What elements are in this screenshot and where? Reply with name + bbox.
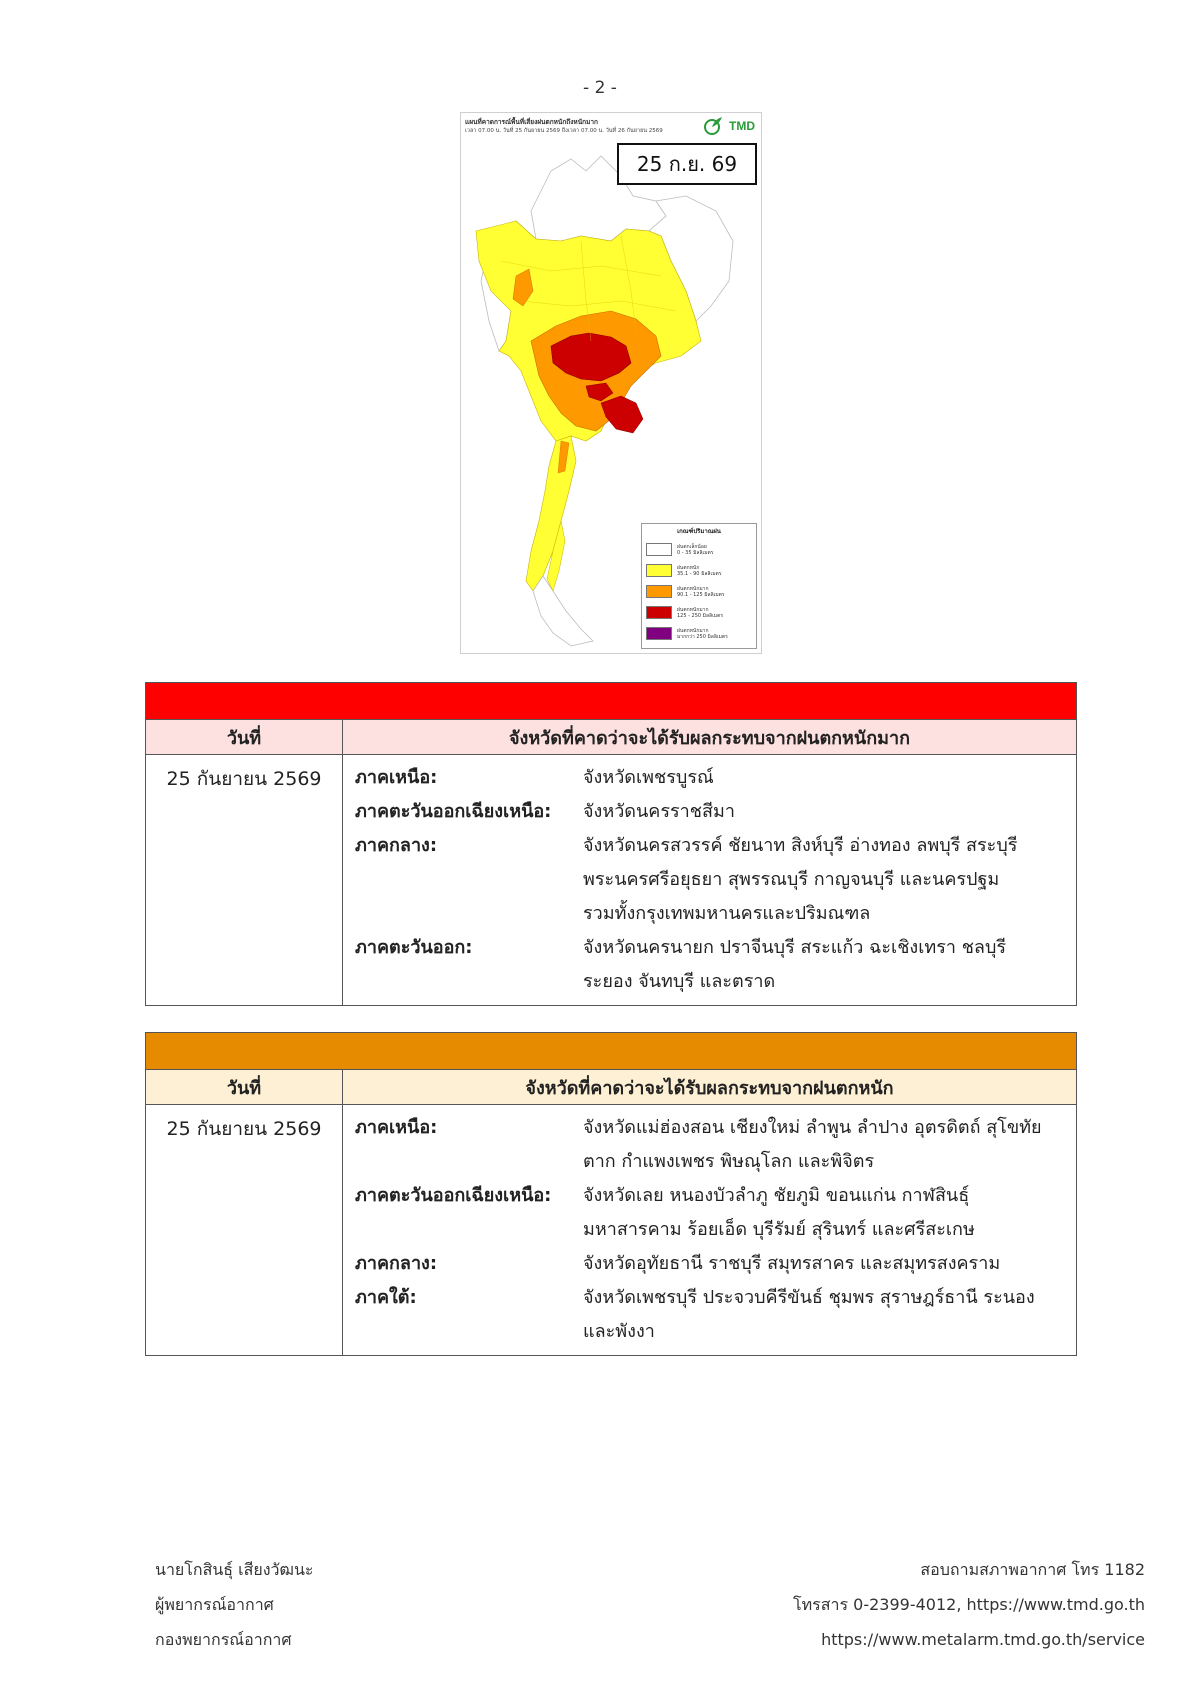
region-row-north [355, 1111, 1076, 1179]
provinces-column-header: จังหวัดที่คาดว่าจะได้รับผลกระทบจากฝนตกหนัก [525, 1077, 894, 1099]
contact-fax-website[interactable]: โทรสาร 0-2399-4012, https://www.tmd.go.th [793, 1595, 1145, 1614]
region-name: ภาคเหนือ: [355, 1117, 438, 1138]
region-name: ภาคกลาง: [355, 1253, 438, 1274]
table-row [146, 1105, 1076, 1355]
footer-contact [793, 1552, 1145, 1657]
table-header-row [146, 720, 1076, 755]
region-list [343, 755, 1076, 1005]
legend-item [646, 623, 752, 644]
table-header-row [146, 1070, 1076, 1105]
legend-item [646, 602, 752, 623]
map-date-label: 25 ก.ย. 69 [617, 143, 757, 185]
region-name: ภาคเหนือ: [355, 767, 438, 788]
legend-swatch [646, 627, 672, 640]
provinces-column-header: จังหวัดที่คาดว่าจะได้รับผลกระทบจากฝนตกหนักมาก [508, 727, 910, 749]
legend-label: ฝนตกหนักมาก มากกว่า 250 มิลลิเมตร [677, 627, 728, 640]
tmd-emblem-icon [703, 115, 723, 137]
date-cell: 25 กันยายน 2569 [146, 1105, 343, 1355]
region-name: ภาคใต้: [355, 1287, 417, 1308]
legend-title: เกณฑ์ปริมาณฝน [677, 528, 721, 535]
table-banner [146, 683, 1076, 720]
legend-label: ฝนตกหนัก 35.1 - 90 มิลลิเมตร [677, 564, 722, 577]
rain-risk-map [460, 112, 762, 654]
region-row-east [355, 931, 1076, 999]
region-provinces: จังหวัดนครนายก ปราจีนบุรี สระแก้ว ฉะเชิงเทรา ชลบุรี ระยอง จันทบุรี และตราด [583, 937, 1007, 992]
date-cell: 25 กันยายน 2569 [146, 755, 343, 1005]
legend-label: ฝนตกหนักมาก 90.1 - 125 มิลลิเมตร [677, 585, 725, 598]
map-region-south-white [533, 576, 593, 646]
legend-item [646, 560, 752, 581]
legend-swatch [646, 564, 672, 577]
region-list [343, 1105, 1076, 1355]
forecaster-title: ผู้พยากรณ์อากาศ [155, 1595, 274, 1614]
very-heavy-rain-table [145, 682, 1077, 1006]
region-provinces: จังหวัดนครสวรรค์ ชัยนาท สิงห์บุรี อ่างทอง ลพบุรี สระบุรี พระนครศรีอยุธยา สุพรรณบุรี กาญจนบุรี และนครปฐม รวมทั้งกรุงเทพมหานครและปริมณฑล [583, 835, 1018, 924]
region-provinces: จังหวัดเพชรบุรี ประจวบคีรีขันธ์ ชุมพร สุราษฎร์ธานี ระนอง และพังงา [583, 1287, 1035, 1342]
legend-label: ฝนตกหนักมาก 125 - 250 มิลลิเมตร [677, 606, 724, 619]
footer-signature [155, 1552, 314, 1657]
region-row-central [355, 829, 1076, 931]
region-row-central [355, 1247, 1076, 1281]
table-row [146, 755, 1076, 1005]
region-name: ภาคตะวันออกเฉียงเหนือ: [355, 1185, 552, 1206]
table-banner [146, 1033, 1076, 1070]
region-row-south [355, 1281, 1076, 1349]
legend-swatch [646, 543, 672, 556]
region-row-northeast [355, 795, 1076, 829]
legend-item [646, 539, 752, 560]
legend-label: ฝนตกเล็กน้อย 0 - 35 มิลลิเมตร [677, 543, 714, 556]
legend-item [646, 581, 752, 602]
map-logos [703, 115, 755, 137]
heavy-rain-table [145, 1032, 1077, 1356]
map-header [463, 115, 759, 143]
region-row-north [355, 761, 1076, 795]
map-subtitle: เวลา 07.00 น. วันที่ 25 กันยายน 2569 ถึงเวลา 07.00 น. วันที่ 26 กันยายน 2569 [465, 128, 663, 134]
legend-swatch [646, 606, 672, 619]
region-provinces: จังหวัดเพชรบูรณ์ [583, 767, 714, 788]
region-provinces: จังหวัดอุทัยธานี ราชบุรี สมุทรสาคร และสมุทรสงคราม [583, 1253, 1001, 1274]
region-name: ภาคตะวันออกเฉียงเหนือ: [355, 801, 552, 822]
date-column-header: วันที่ [146, 1070, 343, 1104]
region-name: ภาคกลาง: [355, 835, 438, 856]
region-row-northeast [355, 1179, 1076, 1247]
region-provinces: จังหวัดแม่ฮ่องสอน เชียงใหม่ ลำพูน ลำปาง อุตรดิตถ์ สุโขทัย ตาก กำแพงเพชร พิษณุโลก และพิจิตร [583, 1117, 1042, 1172]
map-legend [641, 523, 757, 649]
tmd-logo-text: TMD [729, 119, 755, 133]
date-column-header: วันที่ [146, 720, 343, 754]
region-provinces: จังหวัดเลย หนองบัวลำภู ชัยภูมิ ขอนแก่น กาฬสินธุ์ มหาสารคาม ร้อยเอ็ด บุรีรัมย์ สุรินทร์ และศรีสะเกษ [583, 1185, 975, 1240]
page-number: - 2 - [583, 78, 617, 98]
map-region-red-east [601, 396, 643, 433]
forecaster-name: นายโกสินธุ์ เสียงวัฒนะ [155, 1560, 314, 1579]
legend-swatch [646, 585, 672, 598]
region-name: ภาคตะวันออก: [355, 937, 473, 958]
contact-phone: สอบถามสภาพอากาศ โทร 1182 [920, 1560, 1145, 1579]
region-provinces: จังหวัดนครราชสีมา [583, 801, 735, 822]
contact-metalarm-link[interactable]: https://www.metalarm.tmd.go.th/service [821, 1630, 1145, 1649]
map-title: แผนที่คาดการณ์พื้นที่เสี่ยงฝนตกหนักถึงหนักมาก [465, 118, 598, 126]
forecaster-division: กองพยากรณ์อากาศ [155, 1630, 292, 1649]
